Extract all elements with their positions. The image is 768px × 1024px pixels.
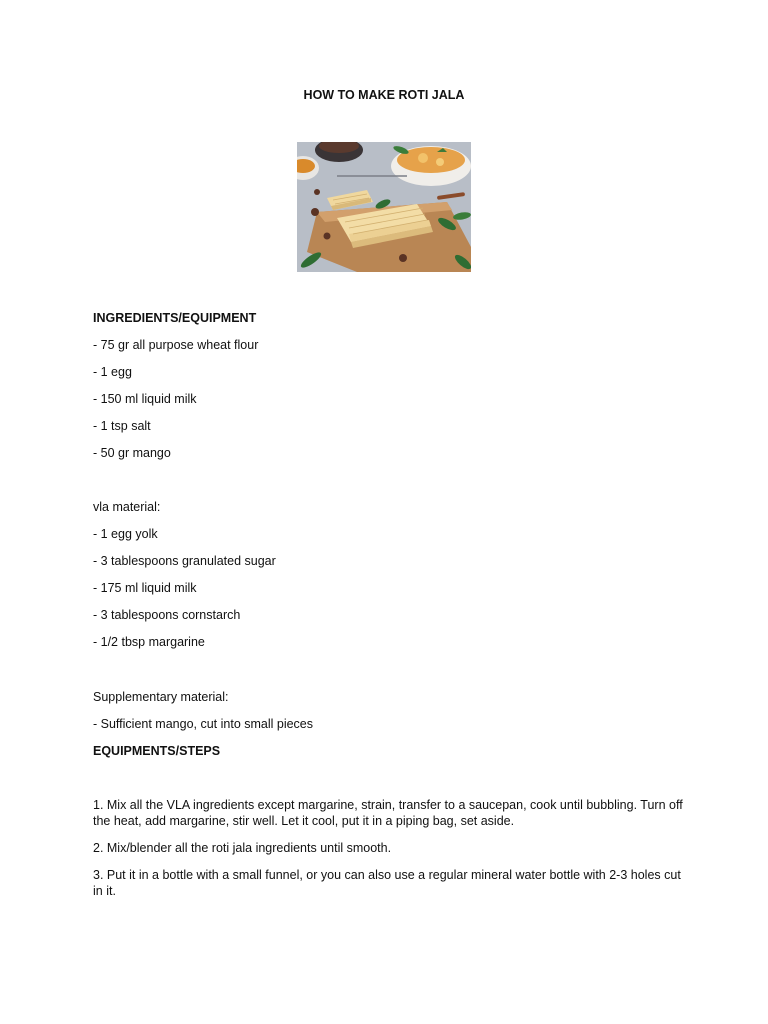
vla-item: - 175 ml liquid milk [93, 581, 197, 595]
recipe-photo [297, 142, 471, 272]
step-item: 1. Mix all the VLA ingredients except margarine, strain, transfer to a saucepan, cook until bubbling. Turn off the heat, add margarine, stir well. Let it cool, put it in a piping bag, set aside. [93, 798, 687, 828]
document-title: HOW TO MAKE ROTI JALA [303, 88, 465, 102]
recipe-content [93, 310, 687, 899]
steps-heading: EQUIPMENTS/STEPS [93, 744, 221, 758]
vla-heading: vla material: [93, 500, 161, 514]
ingredient-item: - 1 tsp salt [93, 419, 151, 433]
vla-item: - 1 egg yolk [93, 527, 158, 541]
ingredient-item: - 1 egg [93, 365, 132, 379]
supplementary-item: - Sufficient mango, cut into small pieces [93, 717, 314, 731]
ingredients-heading: INGREDIENTS/EQUIPMENT [93, 311, 257, 325]
ingredient-item: - 75 gr all purpose wheat flour [93, 338, 259, 352]
vla-item: - 1/2 tbsp margarine [93, 635, 205, 649]
vla-item: - 3 tablespoons cornstarch [93, 608, 241, 622]
roti-jala-illustration [297, 142, 471, 272]
ingredient-item: - 150 ml liquid milk [93, 392, 197, 406]
step-item: 3. Put it in a bottle with a small funnel, or you can also use a regular mineral water bottle with 2-3 holes cut in it. [93, 868, 685, 898]
vla-item: - 3 tablespoons granulated sugar [93, 554, 276, 568]
step-item: 2. Mix/blender all the roti jala ingredients until smooth. [93, 841, 392, 855]
supplementary-heading: Supplementary material: [93, 690, 229, 704]
ingredient-item: - 50 gr mango [93, 446, 171, 460]
